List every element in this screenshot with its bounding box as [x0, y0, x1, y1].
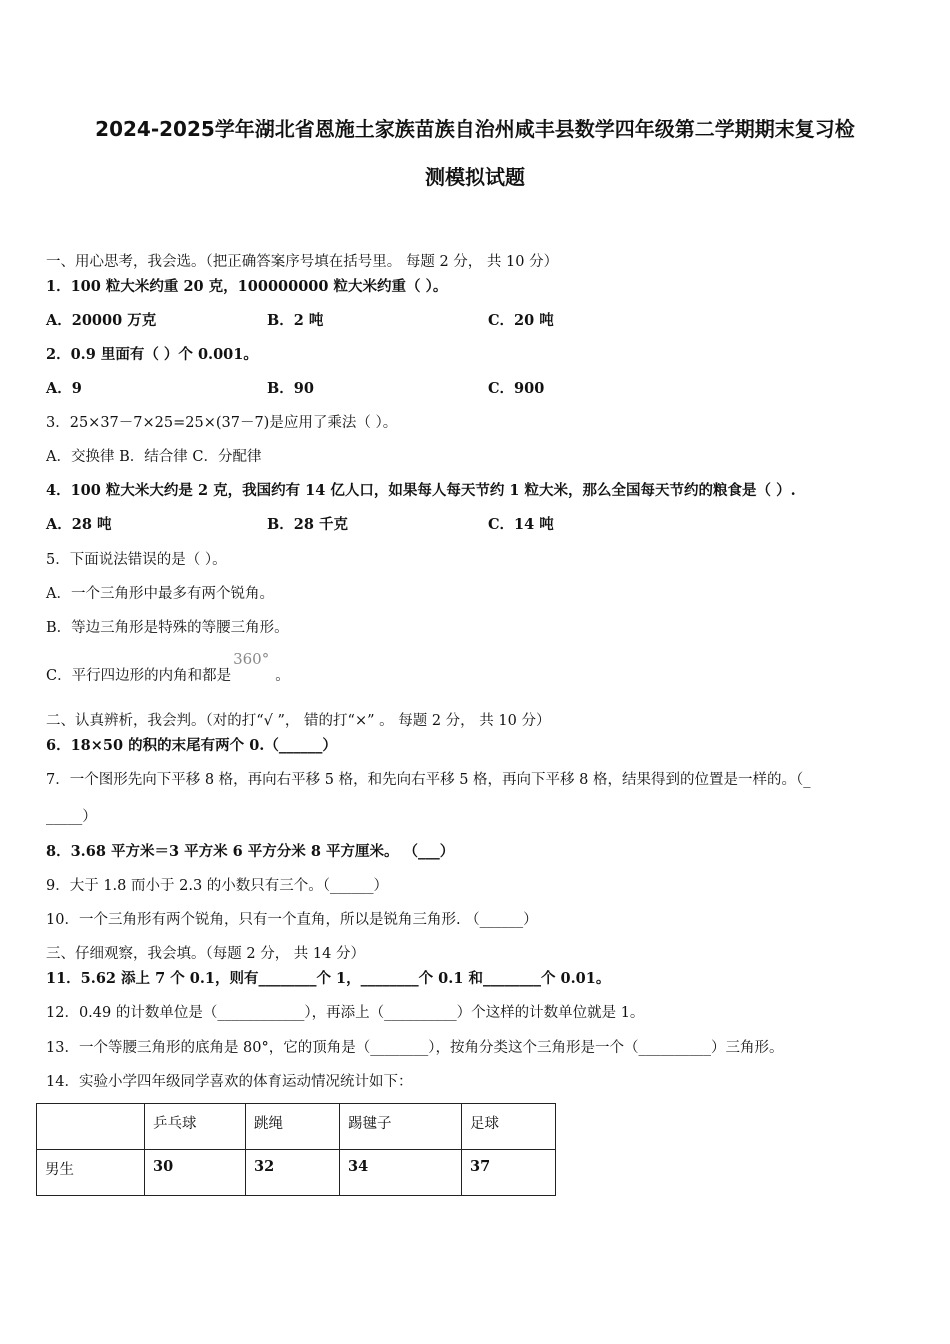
q5-option-a: A．一个三角形中最多有两个锐角。 — [46, 586, 274, 602]
table-header-cell: 踢毽子 — [340, 1104, 462, 1150]
table-cell: 32 — [246, 1150, 340, 1196]
question-6: 6．18×50 的积的末尾有两个 0.（______） — [46, 737, 337, 754]
question-8: 8．3.68 平方米＝3 平方米 6 平方分米 8 平方厘米。 （___） — [46, 843, 455, 860]
q4-option-c: C．14 吨 — [488, 516, 554, 533]
table-cell: 男生 — [37, 1150, 145, 1196]
q5-option-b: B．等边三角形是特殊的等腰三角形。 — [46, 620, 289, 636]
table-cell: 34 — [340, 1150, 462, 1196]
q2-option-c: C．900 — [488, 380, 545, 397]
question-4: 4．100 粒大米大约是 2 克，我国约有 14 亿人口，如果每人每天节约 1 粒大米，那么全国每天节约的粮食是（ ）. — [46, 482, 796, 499]
question-9: 9．大于 1.8 而小于 2.3 的小数只有三个。（______） — [46, 878, 389, 894]
q5-option-c-suffix: 。 — [275, 668, 290, 684]
q1-option-b: B．2 吨 — [267, 312, 324, 329]
q1-option-a: A．20000 万克 — [46, 312, 157, 329]
table-row — [37, 1150, 556, 1196]
section2-heading: 二、认真辨析，我会判。（对的打“√ ”， 错的打“×” 。 每题 2 分， 共 10 分） — [46, 713, 551, 729]
table-header-cell: 跳绳 — [246, 1104, 340, 1150]
question-5: 5．下面说法错误的是（ ）。 — [46, 552, 227, 568]
question-7-line1: 7．一个图形先向下平移 8 格，再向右平移 5 格，和先向右平移 5 格，再向下平移 8 格，结果得到的位置是一样的。（_ — [46, 772, 811, 788]
section3-heading: 三、仔细观察，我会填。（每题 2 分， 共 14 分） — [46, 946, 365, 962]
q4-option-b: B．28 千克 — [267, 516, 348, 533]
q4-option-a: A．28 吨 — [46, 516, 112, 533]
question-3: 3．25×37－7×25=25×(37－7)是应用了乘法（ ）。 — [46, 415, 398, 431]
q5-option-c — [46, 650, 290, 686]
q3-options: A．交换律 B．结合律 C．分配律 — [46, 449, 262, 465]
q1-option-c: C．20 吨 — [488, 312, 554, 329]
question-14: 14．实验小学四年级同学喜欢的体育运动情况统计如下： — [46, 1074, 413, 1090]
sports-stats-table — [36, 1103, 556, 1196]
question-1: 1．100 粒大米约重 20 克，100000000 粒大米约重（ ）。 — [46, 278, 448, 295]
table-header-cell — [37, 1104, 145, 1150]
question-13: 13．一个等腰三角形的底角是 80°，它的顶角是（________），按角分类这个三角形是一个（__________）三角形。 — [46, 1040, 784, 1056]
question-7-line2: _____） — [46, 809, 97, 825]
exam-title-line2: 测模拟试题 — [425, 165, 525, 189]
question-12: 12．0.49 的计数单位是（____________），再添上（__________）个这样的计数单位就是 1。 — [46, 1005, 645, 1021]
question-2: 2．0.9 里面有（ ）个 0.001。 — [46, 346, 258, 363]
q5-degree-value: 360° — [233, 650, 270, 668]
q2-option-a: A．9 — [46, 380, 82, 397]
q5-option-c-prefix: C．平行四边形的内角和都是 — [46, 668, 232, 684]
table-cell: 30 — [145, 1150, 246, 1196]
question-10: 10．一个三角形有两个锐角，只有一个直角，所以是锐角三角形. （______） — [46, 912, 538, 928]
section1-heading: 一、用心思考，我会选。（把正确答案序号填在括号里。 每题 2 分， 共 10 分） — [46, 254, 559, 270]
q2-option-b: B．90 — [267, 380, 314, 397]
table-cell: 37 — [462, 1150, 556, 1196]
exam-title-line1: 2024-2025学年湖北省恩施土家族苗族自治州咸丰县数学四年级第二学期期末复习检 — [95, 117, 855, 141]
question-11: 11．5.62 添上 7 个 0.1，则有________个 1，________个 0.1 和________个 0.01。 — [46, 970, 611, 987]
table-header-row — [37, 1104, 556, 1150]
table-header-cell: 足球 — [462, 1104, 556, 1150]
table-header-cell: 乒乓球 — [145, 1104, 246, 1150]
